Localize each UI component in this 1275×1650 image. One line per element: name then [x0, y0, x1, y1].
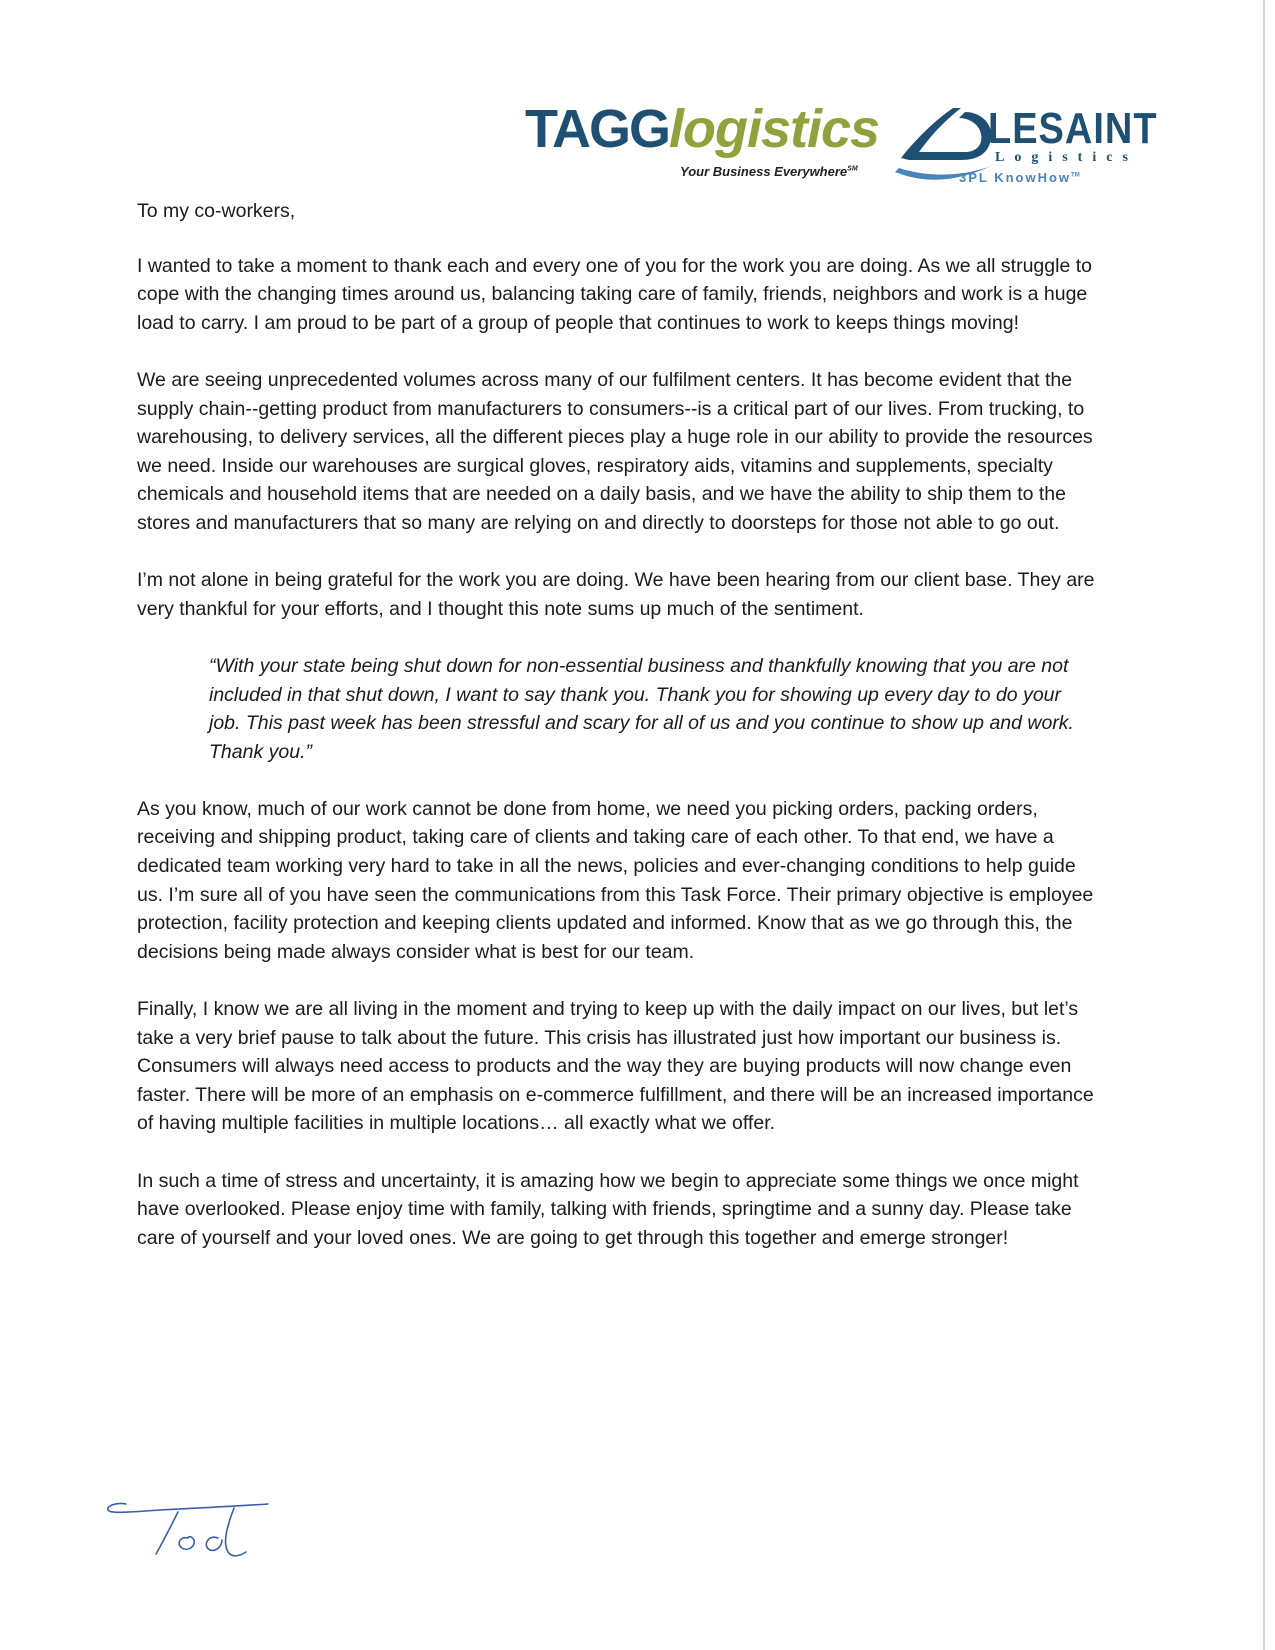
tagg-brand-secondary: logistics [668, 99, 880, 159]
lesaint-trademark: TM [1071, 172, 1080, 179]
paragraph-volumes: We are seeing unprecedented volumes across many of our fulfilment centers. It has become evident that the supply chain--getting product from manufacturers to consumers--is a critical part of our lives. From trucking, to warehousing, to delivery services, all the different pieces play a huge role in our ability to provide the resources we need. Inside our warehouses are surgical gloves, respiratory aids, vitamins and supplements, specialty chemicals and household items that are needed on a daily basis, and we have the ability to ship them to the stores and manufacturers that so many are relying on and directly to doorsteps for those not able to go out. [137, 368, 1093, 534]
tagg-tagline-text: Your Business Everywhere [680, 164, 848, 179]
client-quote: “With your state being shut down for non-essential business and thankfully knowing that you are not included in that shut down, I want to say thank you. Thank you for showing up every day to do your job. This past week has been stressful and scary for all of us and you continue to show up and work. Thank you.” [209, 654, 1074, 763]
lesaint-name: LESAINT [988, 104, 1158, 154]
paragraph-closing: In such a time of stress and uncertainty, it is amazing how we begin to appreciate some things we once might have overlooked. Please enjoy time with family, talking with friends, springtime and a sunny day. Please take care of yourself and your loved ones. We are going to get through this together and emerge stronger! [137, 1169, 1079, 1249]
lesaint-logistics-logo [895, 100, 1158, 190]
lesaint-tagline-text: 3PL KnowHow [959, 170, 1072, 185]
tagg-tagline [680, 164, 858, 179]
tagg-service-mark: SM [847, 165, 858, 173]
lesaint-tagline [959, 170, 1080, 185]
tagg-brand-primary: TAGG [525, 99, 669, 159]
scan-edge-line [1263, 0, 1265, 1650]
lesaint-subtitle: Logistics [995, 150, 1138, 165]
paragraph-gratitude: I’m not alone in being grateful for the work you are doing. We have been hearing from our client base. They are very thankful for your efforts, and I thought this note sums up much of the sentiment. [137, 569, 1095, 620]
paragraph-task-force: As you know, much of our work cannot be done from home, we need you picking orders, packing orders, receiving and shipping product, taking care of clients and taking care of each other. To that end, we have a dedicated team working very hard to take in all the news, policies and ever-changing conditions to help guide us. I’m sure all of you have seen the communications from this Task Force. Their primary objective is employee protection, facility protection and keeping clients updated and informed. Know that as we go through this, the decisions being made always consider what is best for our team. [137, 797, 1094, 963]
tagg-wordmark [525, 98, 879, 160]
handwritten-signature [100, 1490, 280, 1565]
salutation: To my co-workers, [137, 200, 296, 222]
paragraph-future: Finally, I know we are all living in the moment and trying to keep up with the daily impact on our lives, but let’s take a very brief pause to talk about the future. This crisis has illustrated just how important our business is. Consumers will always need access to products and the way they are buying products will now change even faster. There will be more of an emphasis on e-commerce fulfillment, and there will be an increased importance of having multiple facilities in multiple locations… all exactly what we offer. [137, 998, 1094, 1135]
paragraph-thanks: I wanted to take a moment to thank each and every one of you for the work you are doing. As we all struggle to cope with the changing times around us, balancing taking care of family, friends, neighbors and work is a huge load to carry. I am proud to be part of a group of people that continues to work to keeps things moving! [137, 254, 1092, 334]
letter-body [137, 197, 1105, 1281]
tagg-logistics-logo [525, 98, 885, 188]
